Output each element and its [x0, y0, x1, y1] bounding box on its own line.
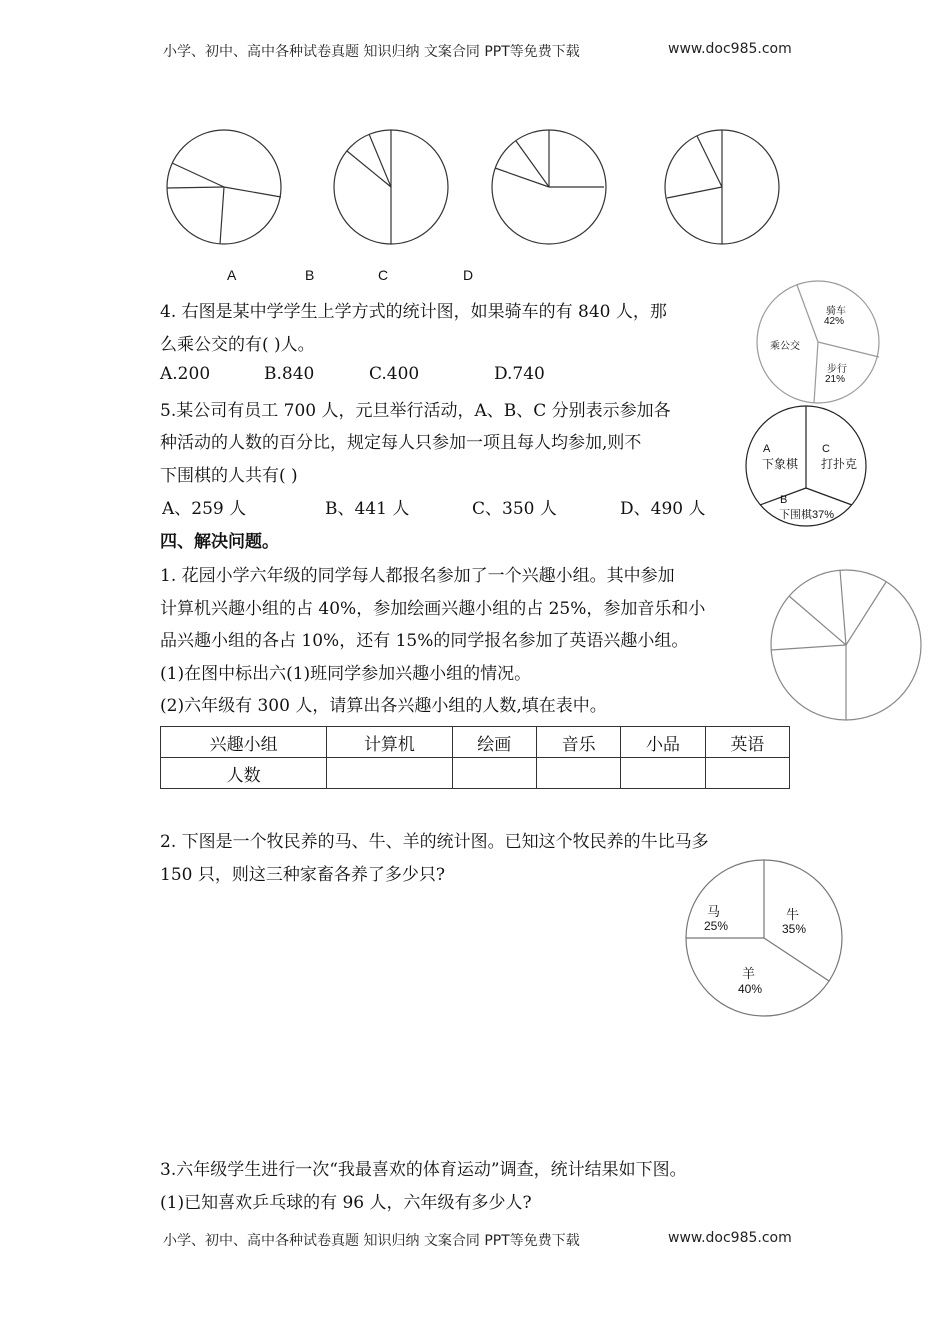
q5-line-1: 5.某公司有员工 700 人，元旦举行活动，A、B、C 分别表示参加各 — [160, 401, 671, 421]
header-text: 小学、初中、高中各种试卷真题 知识归纳 文案合同 PPT等免费下载 — [163, 44, 580, 60]
q4-chart-bike: 骑车 — [826, 306, 846, 317]
q5-chart-b-label: 下围棋37% — [779, 509, 835, 521]
answer-cell-skit[interactable] — [621, 758, 705, 789]
p1-line-1: 1. 花园小学六年级的同学每人都报名参加了一个兴趣小组。其中参加 — [160, 566, 675, 586]
table-header-cell: 计算机 — [327, 727, 452, 758]
table-header-cell: 绘画 — [452, 727, 536, 758]
answer-cell-computer[interactable] — [327, 758, 452, 789]
q4-chart-bike-pct: 42% — [824, 316, 845, 327]
chart-horse-pct: 25% — [704, 919, 729, 933]
q4-option-a: A.200 — [160, 364, 211, 384]
chart-cow-pct: 35% — [782, 922, 807, 936]
q4-line-1: 4. 右图是某中学学生上学方式的统计图，如果骑车的有 840 人，那 — [160, 302, 667, 322]
q4-chart-walk: 步行 — [827, 364, 847, 375]
answer-cell-english[interactable] — [705, 758, 789, 789]
interest-group-table — [160, 726, 790, 789]
option-pie-d — [665, 130, 779, 244]
chart-horse: 马 — [707, 904, 721, 919]
table-row-label: 人数 — [161, 758, 327, 789]
footer-url: www.doc985.com — [668, 1230, 792, 1246]
p1-line-5: (2)六年级有 300 人，请算出各兴趣小组的人数,填在表中。 — [160, 696, 607, 716]
q5-chart-a-letter: A — [763, 443, 771, 455]
p2-line-1: 2. 下图是一个牧民养的马、牛、羊的统计图。已知这个牧民养的牛比马多 — [160, 832, 709, 852]
header-url: www.doc985.com — [668, 41, 792, 57]
table-header-cell: 英语 — [705, 727, 789, 758]
answer-cell-music[interactable] — [536, 758, 620, 789]
table-row — [161, 758, 790, 789]
table-header-cell: 兴趣小组 — [161, 727, 327, 758]
section-title: 四、解决问题。 — [160, 532, 279, 552]
q5-option-c: C、350 人 — [472, 499, 557, 519]
interest-group-pie — [771, 570, 921, 720]
q5-chart-a-label: 下象棋 — [762, 457, 799, 471]
p3-line-1: 3.六年级学生进行一次“我最喜欢的体育运动”调查，统计结果如下图。 — [160, 1160, 687, 1180]
option-pie-c — [492, 130, 606, 244]
q4-option-b: B.840 — [264, 364, 315, 384]
q5-chart-b-letter: B — [780, 494, 788, 506]
q5-line-3: 下围棋的人共有( ) — [160, 466, 298, 486]
q5-chart-c-label: 打扑克 — [821, 457, 858, 471]
p3-line-2: (1)已知喜欢乒乓球的有 96 人，六年级有多少人? — [160, 1193, 532, 1213]
chart-sheep-pct: 40% — [738, 982, 763, 996]
q4-option-c: C.400 — [369, 364, 420, 384]
chart-sheep: 羊 — [742, 966, 756, 981]
q5-option-d: D、490 人 — [620, 499, 706, 519]
option-label-c: C — [378, 267, 389, 283]
table-header-cell: 小品 — [621, 727, 705, 758]
table-header-row — [161, 727, 790, 758]
q5-option-b: B、441 人 — [325, 499, 410, 519]
answer-cell-painting[interactable] — [452, 758, 536, 789]
p2-line-2: 150 只，则这三种家畜各养了多少只? — [160, 865, 445, 885]
option-label-d: D — [463, 267, 474, 283]
q5-option-a: A、259 人 — [162, 499, 247, 519]
option-label-a: A — [227, 267, 237, 283]
q5-line-2: 种活动的人数的百分比，规定每人只参加一项且每人均参加,则不 — [160, 433, 642, 453]
footer-text: 小学、初中、高中各种试卷真题 知识归纳 文案合同 PPT等免费下载 — [163, 1233, 580, 1249]
q5-chart-c-letter: C — [822, 443, 830, 455]
q4-line-2: 么乘公交的有( )人。 — [160, 335, 315, 355]
p1-line-4: (1)在图中标出六(1)班同学参加兴趣小组的情况。 — [160, 664, 532, 684]
option-pie-a — [167, 130, 281, 244]
livestock-pie — [686, 860, 842, 1016]
q4-option-d: D.740 — [494, 364, 545, 384]
option-pie-b — [334, 130, 448, 244]
table-header-cell: 音乐 — [536, 727, 620, 758]
chart-cow: 牛 — [786, 907, 800, 922]
q4-chart-bus: 乘公交 — [770, 341, 800, 352]
q4-chart-walk-pct: 21% — [825, 374, 846, 385]
p1-line-2: 计算机兴趣小组的占 40%，参加绘画兴趣小组的占 25%，参加音乐和小 — [160, 599, 706, 619]
option-label-b: B — [305, 267, 315, 283]
p1-line-3: 品兴趣小组的各占 10%，还有 15%的同学报名参加了英语兴趣小组。 — [160, 631, 689, 651]
